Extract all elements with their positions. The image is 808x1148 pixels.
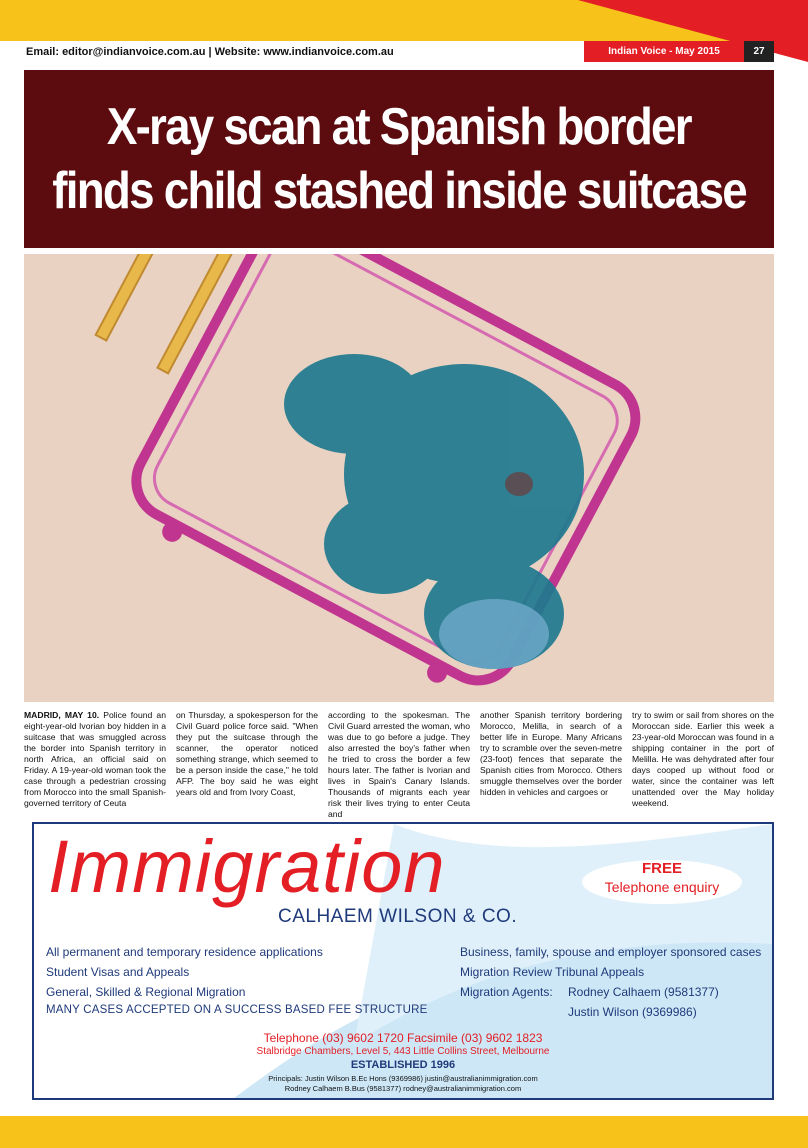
service-item: Student Visas and Appeals (46, 965, 190, 979)
agent-name: Rodney Calhaem (9581377) (568, 985, 719, 999)
immigration-advertisement (32, 822, 774, 1100)
article-column-4: another Spanish territory bordering Morocco, Melilla, in search of a better life in Europe. Many Africans try to scramble over the seven-metre (23-foot) fences that separate the Spanish cities from Morocco. Others smuggle themselves over the border hidden in vehicles and cargoes or (480, 710, 622, 797)
ad-established: ESTABLISHED 1996 (350, 1059, 456, 1071)
article-column-3: according to the spokesman. The Civil Guard arrested the woman, who was due to go before a judge. They also arrested the boy's father when he tried to cross the border a few hours later. The father is Ivorian and lives in Spain's Canary Islands. Thousands of migrants each year risk their lives trying to enter Ceuta and (328, 710, 470, 819)
ad-title: Immigration (48, 825, 446, 908)
fee-basis: MANY CASES ACCEPTED ON A SUCCESS BASED FEE STRUCTURE (46, 1004, 428, 1016)
free-sub-label: Telephone enquiry (604, 879, 720, 895)
services-right (460, 942, 761, 1022)
article-column-1 (24, 710, 166, 814)
free-enquiry-badge (582, 860, 742, 904)
publication-label: Indian Voice - May 2015 (584, 41, 744, 62)
xray-suitcase-photo (24, 254, 774, 702)
service-item: General, Skilled & Regional Migration (46, 985, 246, 999)
principal-line-2: Rodney Calhaem B.Bus (9581377) rodney@australianimmigration.com (284, 1084, 522, 1093)
article-column-5: try to swim or sail from shores on the Moroccan side. Earlier this week a 23-year-old Moroccan was found in a shipping container in the port of Melilla. He was dehydrated after four days cooped up without food or water, since the container was left unattended over the May holiday weekend. (632, 710, 774, 808)
migration-agents (460, 982, 761, 1022)
principal-line-1: Principals: Justin Wilson B.Ec Hons (9369986) justin@australianimmigration.com (268, 1074, 538, 1083)
ad-phone: Telephone (03) 9602 1720 Facsimile (03) 9602 1823 (263, 1031, 543, 1045)
services-left (46, 942, 323, 1002)
article-column-1-text: Police found an eight-year-old Ivorian boy hidden in a suitcase that was smuggled across the border into Spanish territory in north Africa, an official said on Friday. A 19-year-old woman took the case through a pedestrian crossing from Morocco into the small Spanish-governed territory of Ceuta (24, 710, 166, 808)
ad-address: Stalbridge Chambers, Level 5, 443 Little Collins Street, Melbourne (256, 1046, 550, 1057)
contact-line: Email: editor@indianvoice.com.au | Website: www.indianvoice.com.au (26, 46, 394, 58)
free-label: FREE (641, 860, 682, 877)
page-number: 27 (744, 41, 774, 62)
article-column-2: on Thursday, a spokesperson for the Civil Guard police force said. "When they put the suitcase through the scanner, the operator noticed something strange, which seemed to be a person inside the case," he told AFP. The boy said he was eight years old and from Ivory Coast, (176, 710, 318, 797)
bottom-banner (0, 1116, 808, 1148)
article-body (24, 710, 774, 819)
headline-line-1: X-ray scan at Spanish border (107, 98, 691, 156)
headline-box (24, 70, 774, 248)
agent-name: Justin Wilson (9369986) (568, 1005, 697, 1019)
agents-label: Migration Agents: (460, 985, 553, 999)
agents-names (568, 982, 719, 1022)
dateline: MADRID, MAY 10. (24, 710, 100, 720)
ad-firm-name: CALHAEM WILSON & CO. (278, 906, 518, 927)
headline-line-2: finds child stashed inside suitcase (52, 162, 746, 220)
service-item: Migration Review Tribunal Appeals (460, 965, 645, 979)
service-item: Business, family, spouse and employer sponsored cases (460, 945, 762, 959)
service-item: All permanent and temporary residence applications (46, 945, 323, 959)
